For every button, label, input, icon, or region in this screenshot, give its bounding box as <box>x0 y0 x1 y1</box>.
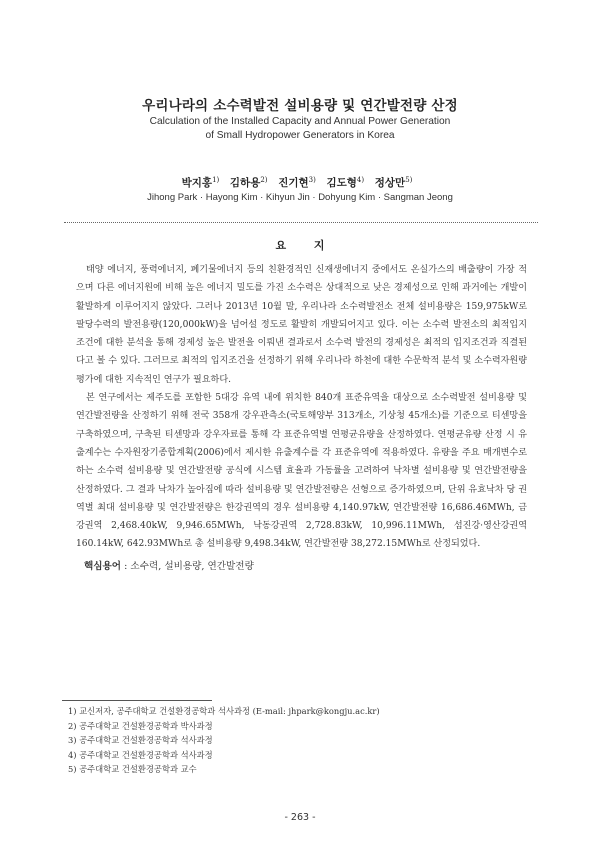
abstract-paragraph: 태양 에너지, 풍력에너지, 폐기물에너지 등의 친환경적인 신재생에너지 중에서도 온실가스의 배출량이 가장 적으며 다른 에너지원에 비해 높은 에너지 밀도를 가진 소수력은 상대적으로 낮은 경제성으로 인해 과거에는 개발이 활발하게 이루어지지 않았다. 그러나 2013년 10월 말, 우리나라 소수력발전소 전체 설비용량은 159,975kW로 팔당수력의 발전용량(120,000kW)을 넘어설 정도로 활발히 개발되어지고 있다. 이는 소수력 발전소의 최적입지조건에 대한 분석을 통해 경제성 높은 발전을 이뤄낸 결과로서 소수력 발전의 경제성은 최적의 입지조건과 직결된다고 볼 수 있다. 그러므로 최적의 입지조건을 선정하기 위해 우리나라 하천에 대한 수문학적 분석 및 소수력자원량 평가에 대한 지속적인 연구가 필요하다. <box>76 265 527 385</box>
authors-korean <box>0 175 600 190</box>
footnote: 1) 교신저자, 공주대학교 건설환경공학과 석사과정 (E-mail: jhpark@kongju.ac.kr) <box>68 706 380 716</box>
footnote: 2) 공주대학교 건설환경공학과 박사과정 <box>68 720 213 731</box>
authors-english: Jihong Park · Hayong Kim · Kihyun Jin · Dohyung Kim · Sangman Jeong <box>147 192 453 203</box>
title-english-line-1: Calculation of the Installed Capacity and Annual Power Generation <box>149 116 451 127</box>
author-affiliation-mark: 2) <box>260 176 268 184</box>
author-name: 김도형 <box>326 177 357 189</box>
footnote: 5) 공주대학교 건설환경공학과 교수 <box>68 764 197 774</box>
section-divider <box>64 222 538 223</box>
keywords-separator: : <box>121 561 131 572</box>
author-affiliation-mark: 1) <box>212 176 220 184</box>
author-name: 김하용 <box>229 177 261 189</box>
author-name: 박지홍 <box>181 177 213 189</box>
author-affiliation-mark: 5) <box>405 176 413 184</box>
author-affiliation-mark: 3) <box>308 176 316 184</box>
footnote-rule <box>62 700 212 701</box>
abstract-paragraph: 본 연구에서는 제주도를 포함한 5대강 유역 내에 위치한 840개 표준유역을 대상으로 소수력발전 설비용량 및 연간발전량을 산정하기 위해 전국 358개 강우관측소(국토해양부 313개소, 기상청 45개소)를 기준으로 티센망을 구축하였으며, 구축된 티센망과 강우자료를 통해 각 표준유역별 연평균유량을 산정하였다. 연평균유량 산정 시 유출계수는 수자원장기종합계획(2006)에서 제시한 유출계수를 각 표준유역에 적용하였다. 유량을 주요 매개변수로 하는 소수력 설비용량 및 연간발전량 공식에 시스템 효율과 가동률을 고려하여 낙차별 설비용량 및 연간발전량을 산정하였다. 그 결과 낙차가 높아짐에 따라 설비용량 및 연간발전량은 선형으로 증가하였으며, 단위 유효낙차 당 권역별 최대 설비용량 및 연간발전량은 한강권역의 경우 설비용량 4,140.97kW, 연간발전량 16,686.46MWh, 금강권역 2,468.40kW, 9,946.65MWh, 낙동강권역 2,728.83kW, 10,996.11MWh, 섬진강·영산강권역 160.14kW, 642.93MWh로 총 설비용량 9,498.34kW, 연간발전량 38,272.15MWh로 산정되었다. <box>76 393 527 550</box>
abstract-body <box>76 261 527 554</box>
title-english-line-2: of Small Hydropower Generators in Korea <box>205 130 395 141</box>
keywords-label: 핵심용어 <box>84 561 122 572</box>
author-affiliation-mark: 4) <box>356 176 365 184</box>
author-name: 진기현 <box>278 177 309 189</box>
page-number: - 263 - <box>284 812 316 823</box>
keywords-terms: 소수력, 설비용량, 연간발전량 <box>130 561 254 572</box>
author-name: 정상만 <box>374 177 406 189</box>
abstract-heading: 요 지 <box>275 239 337 252</box>
title-korean: 우리나라의 소수력발전 설비용량 및 연간발전량 산정 <box>142 98 458 114</box>
footnotes <box>68 704 380 777</box>
footnote: 4) 공주대학교 건설환경공학과 석사과정 <box>68 749 213 760</box>
footnote: 3) 공주대학교 건설환경공학과 석사과정 <box>68 735 213 745</box>
keywords <box>84 558 254 572</box>
